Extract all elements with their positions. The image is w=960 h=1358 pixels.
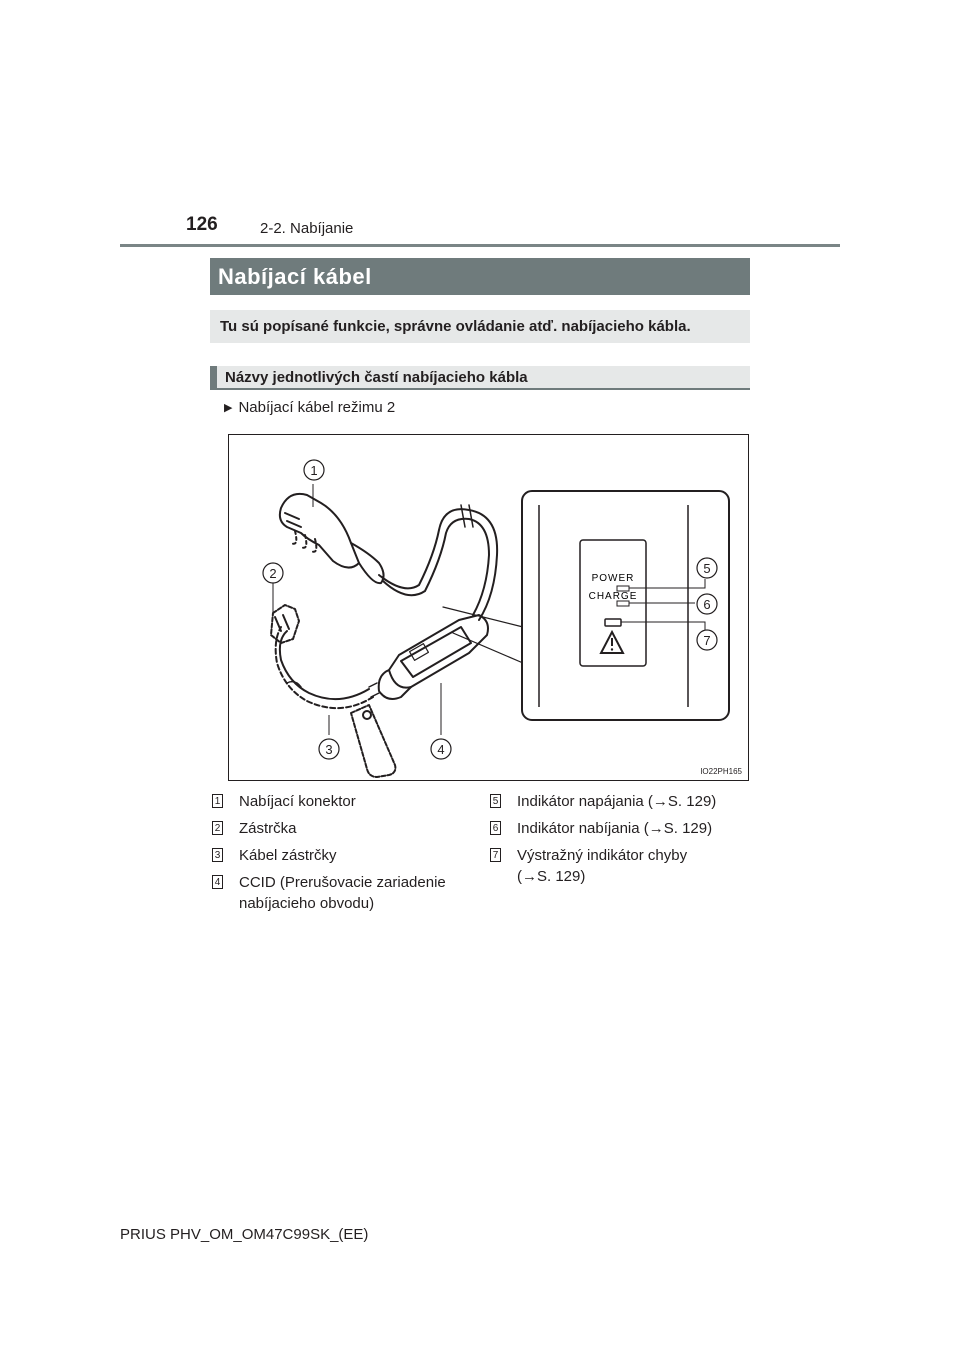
charging-connector-shape: [280, 494, 359, 568]
legend-number: 4: [212, 875, 223, 889]
legend-number: 3: [212, 848, 223, 862]
document-code: PRIUS PHV_OM_OM47C99SK_(EE): [120, 1226, 369, 1243]
plug-shape: [271, 605, 299, 643]
figure-code: IO22PH165: [700, 767, 742, 776]
page-number: 126: [186, 214, 218, 235]
intro-text: Tu sú popísané funkcie, správne ovládanie atď. nabíjacieho kábla.: [210, 310, 750, 343]
triangle-bullet-icon: ▶: [224, 402, 233, 414]
callout-3-label: 3: [325, 742, 333, 757]
legend-number: 1: [212, 794, 223, 808]
charge-label: CHARGE: [588, 591, 638, 602]
legend-item: [490, 845, 750, 887]
legend-text: Výstražný indikátor chyby: [517, 847, 688, 864]
legend-item: [212, 872, 482, 914]
legend-number: 6: [490, 821, 501, 835]
bullet-item: [224, 399, 395, 416]
ccid-box-shape: [389, 615, 488, 688]
legend-text-continued: nabíjacieho obvodu): [239, 895, 375, 912]
legend-text: Zástrčka: [239, 820, 297, 837]
power-label: POWER: [591, 573, 635, 584]
callout-2-label: 2: [269, 566, 277, 581]
legend-number: 5: [490, 794, 501, 808]
legend-text: Kábel zástrčky: [239, 847, 337, 864]
legend-item: [212, 845, 472, 866]
section-reference: 2-2. Nabíjanie: [260, 220, 354, 237]
bullet-text: Nabíjací kábel režimu 2: [238, 399, 396, 416]
legend-item: [490, 818, 750, 839]
cable-tag-shape: [351, 705, 395, 777]
legend-text: Indikátor napájania (→S. 129): [517, 793, 717, 810]
legend-number: 7: [490, 848, 501, 862]
legend-item: [490, 791, 750, 812]
plug-cable-shape: [280, 631, 369, 699]
legend-text-continued: (→S. 129): [517, 868, 586, 885]
subheading: Názvy jednotlivých častí nabíjacieho kábla: [210, 366, 750, 390]
legend-item: [212, 791, 472, 812]
legend-text: Indikátor nabíjania (→S. 129): [517, 820, 713, 837]
callout-5-label: 5: [703, 561, 711, 576]
charging-cable-figure: [228, 434, 749, 781]
charging-cable-illustration: [229, 435, 750, 782]
callout-7-label: 7: [703, 633, 711, 648]
legend-text: CCID (Prerušovacie zariadenie: [239, 874, 446, 891]
callout-1-label: 1: [310, 463, 318, 478]
legend-item: [212, 818, 472, 839]
legend-number: 2: [212, 821, 223, 835]
callout-6-label: 6: [703, 597, 711, 612]
callout-4-label: 4: [437, 742, 445, 757]
header-rule: [120, 244, 840, 247]
page-title: Nabíjací kábel: [210, 258, 750, 295]
legend-text: Nabíjací konektor: [239, 793, 356, 810]
